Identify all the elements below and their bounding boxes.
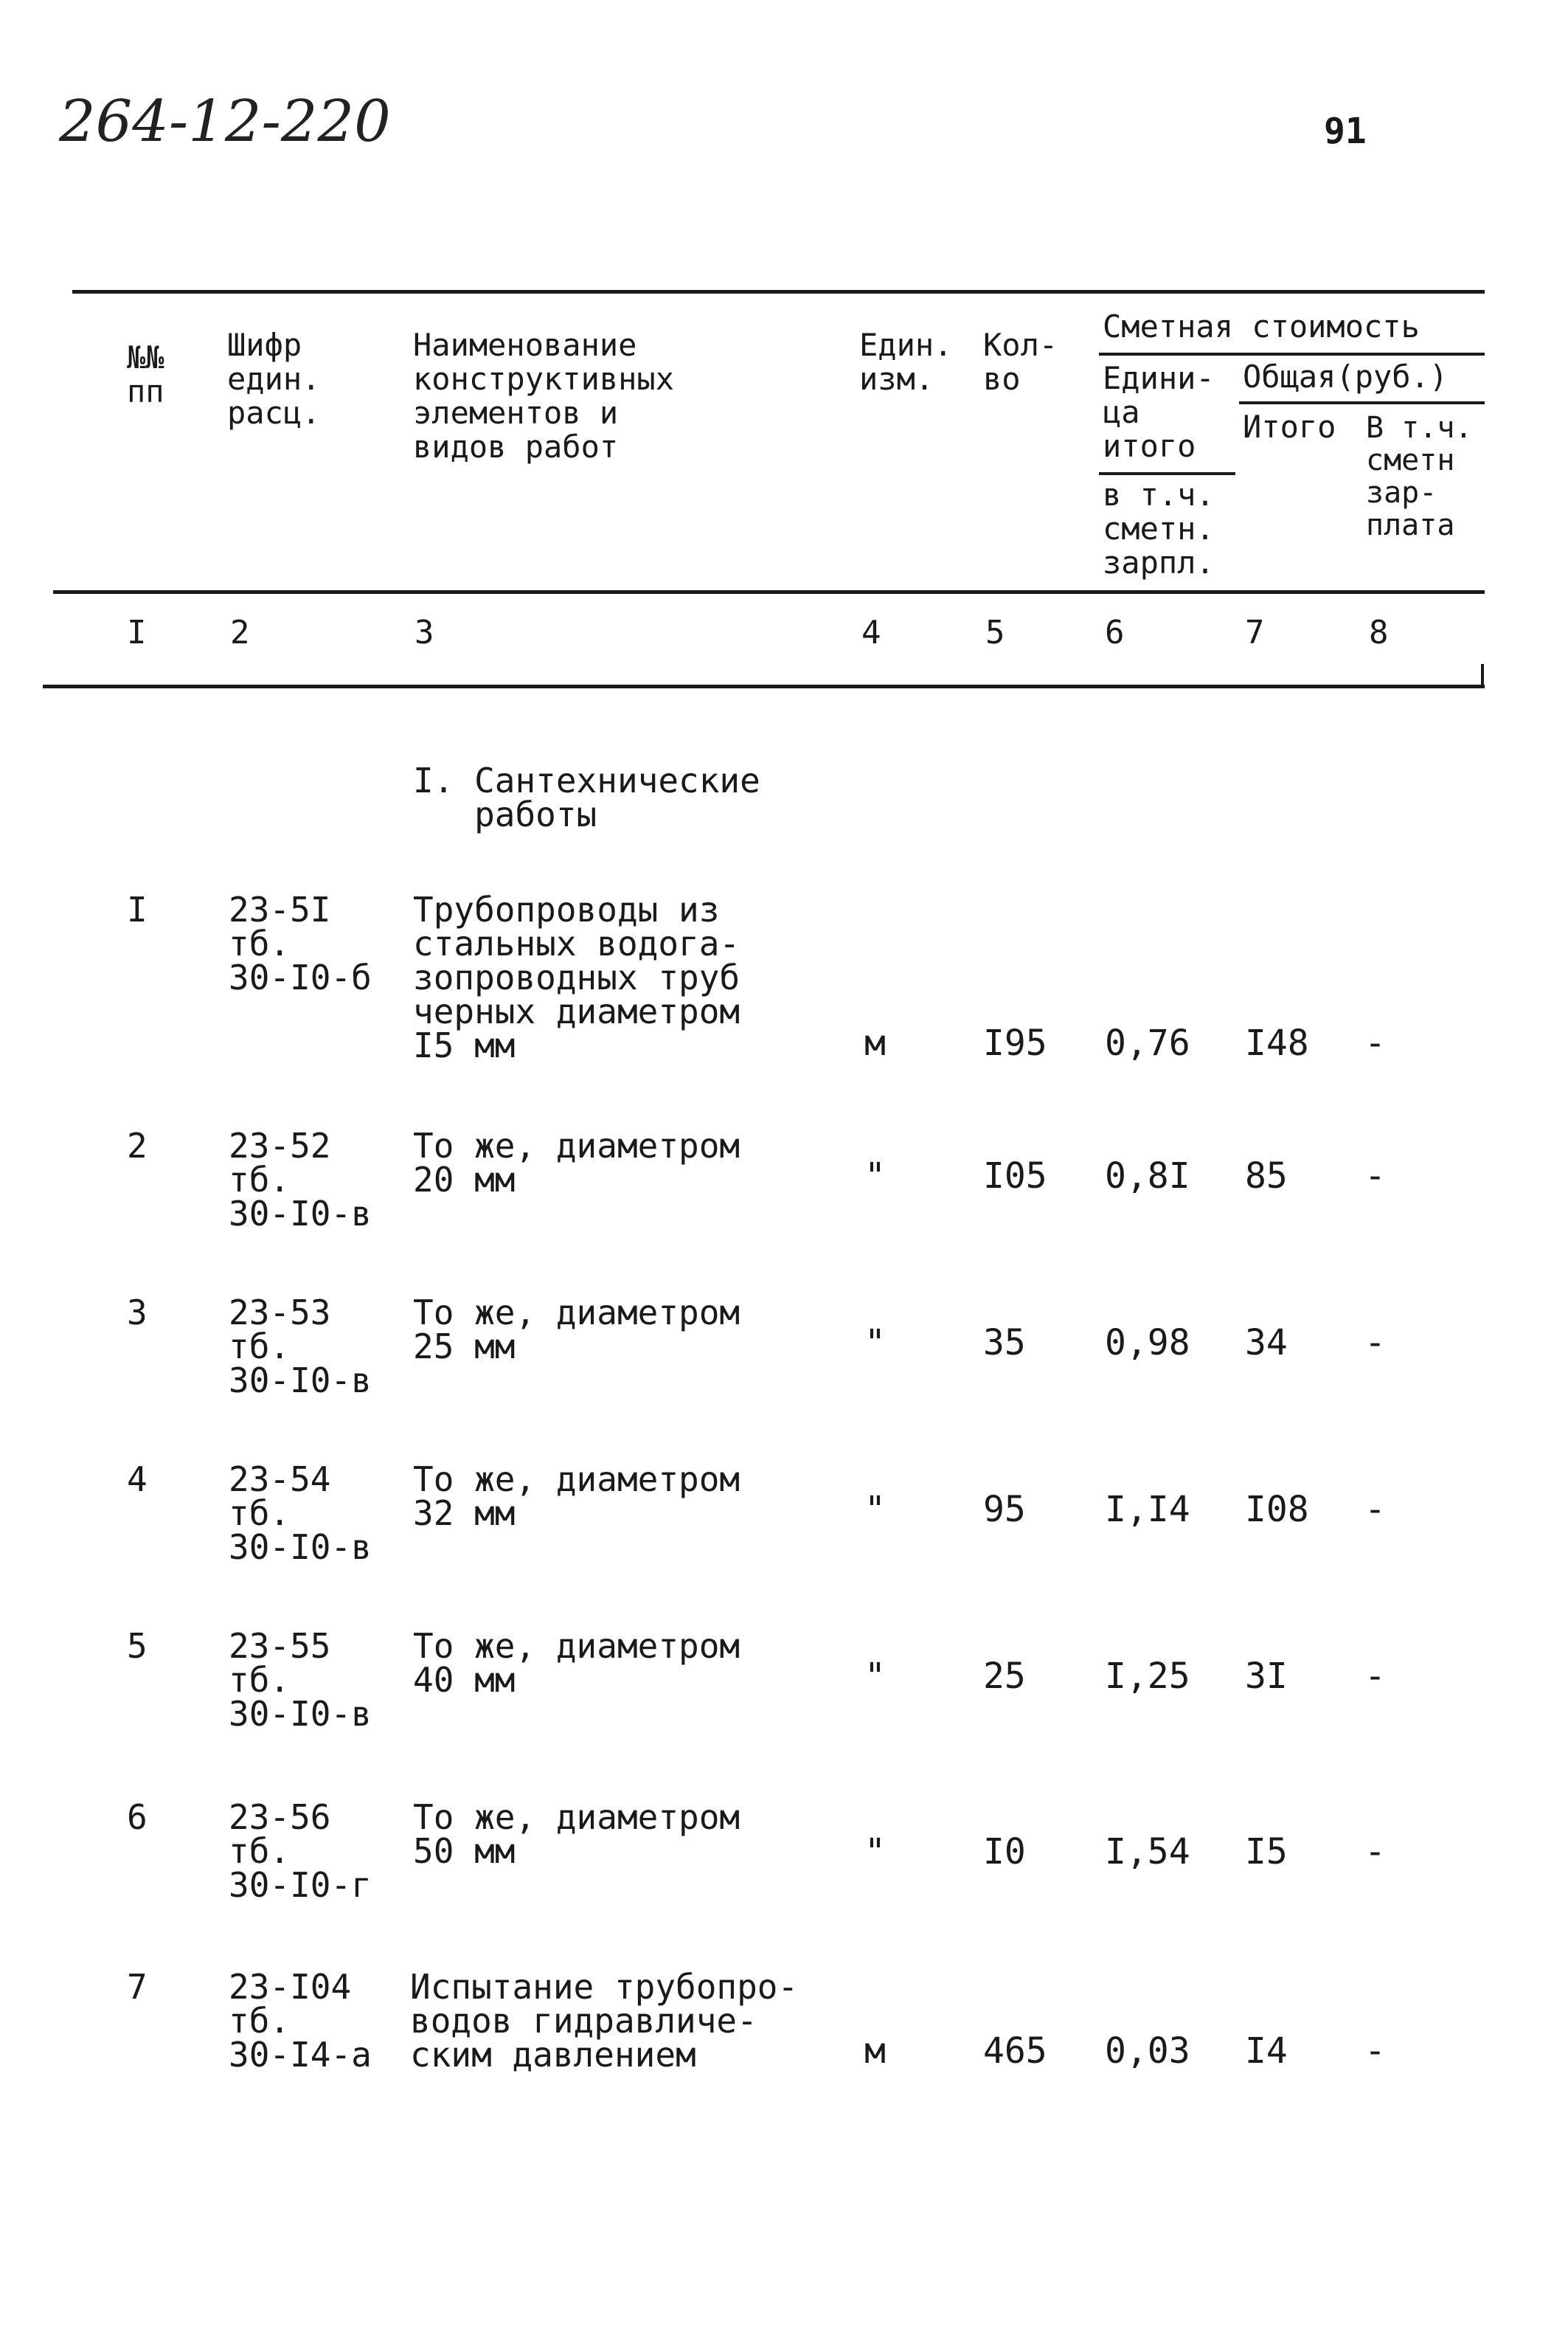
header-work-name: Наименование конструктивных элементов и видов работ bbox=[413, 327, 675, 465]
column-number-5: 5 bbox=[985, 614, 1005, 651]
work-name: То же, диаметром 40 мм bbox=[413, 1626, 740, 1700]
header-rate-code: Шифр един. расц. bbox=[227, 327, 321, 431]
total-cost: I4 bbox=[1245, 2030, 1288, 2072]
rate-code: 23-I04 тб. 30-I4-а bbox=[229, 1967, 372, 2075]
quantity: I05 bbox=[983, 1155, 1047, 1197]
total-group-rule bbox=[1239, 401, 1485, 404]
column-number-6: 6 bbox=[1105, 614, 1125, 651]
quantity: I0 bbox=[983, 1831, 1026, 1872]
header-total-wage: В т.ч. сметн зар- плата bbox=[1366, 411, 1473, 542]
column-number-7: 7 bbox=[1245, 614, 1265, 651]
rate-code: 23-5I тб. 30-I0-б bbox=[229, 890, 372, 997]
unit: " bbox=[864, 1831, 886, 1872]
work-name: Испытание трубопро- водов гидравличе- ским давлением bbox=[410, 1967, 799, 2075]
wage-share: - bbox=[1364, 2030, 1386, 2072]
unit: м bbox=[864, 2030, 886, 2072]
header-total-group: Общая(руб.) bbox=[1243, 359, 1449, 395]
unit: м bbox=[864, 1023, 886, 1064]
wage-share: - bbox=[1364, 1322, 1386, 1363]
wage-share: - bbox=[1364, 1023, 1386, 1064]
total-cost: 3I bbox=[1245, 1656, 1288, 1697]
header-top-rule bbox=[72, 290, 1485, 294]
total-cost: 85 bbox=[1245, 1155, 1288, 1197]
total-cost: I08 bbox=[1245, 1489, 1309, 1530]
unit: " bbox=[864, 1656, 886, 1697]
cost-group-rule bbox=[1099, 353, 1485, 356]
header-unit-cost: Едини- ца итого bbox=[1103, 360, 1215, 464]
work-name: То же, диаметром 50 мм bbox=[413, 1797, 740, 1871]
unit: " bbox=[864, 1322, 886, 1363]
quantity: 465 bbox=[983, 2030, 1047, 2072]
rate-code: 23-53 тб. 30-I0-в bbox=[229, 1293, 372, 1400]
unit: " bbox=[864, 1155, 886, 1197]
total-cost: 34 bbox=[1245, 1322, 1288, 1363]
row-number: I bbox=[127, 890, 148, 930]
row-number: 4 bbox=[127, 1459, 148, 1499]
unit-cost: 0,8I bbox=[1105, 1155, 1190, 1197]
row-number: 7 bbox=[127, 1967, 148, 2007]
header-bottom-rule bbox=[53, 590, 1485, 594]
rate-code: 23-54 тб. 30-I0-в bbox=[229, 1459, 372, 1567]
column-numbers-rule bbox=[43, 685, 1485, 688]
unit-cost: 0,98 bbox=[1105, 1322, 1190, 1363]
column-number-8: 8 bbox=[1369, 614, 1389, 651]
page-number: 91 bbox=[1324, 111, 1367, 152]
wage-share: - bbox=[1364, 1155, 1386, 1197]
unit-cost: 0,76 bbox=[1105, 1023, 1190, 1064]
rate-code: 23-52 тб. 30-I0-в bbox=[229, 1126, 372, 1234]
row-number: 2 bbox=[127, 1126, 148, 1166]
header-total-itogo: Итого bbox=[1243, 409, 1336, 445]
column-number-4: 4 bbox=[861, 614, 881, 651]
unit-group-rule bbox=[1099, 472, 1235, 475]
work-name: То же, диаметром 20 мм bbox=[413, 1126, 740, 1200]
rate-code: 23-55 тб. 30-I0-в bbox=[229, 1626, 372, 1734]
unit-cost: 0,03 bbox=[1105, 2030, 1190, 2072]
quantity: 35 bbox=[983, 1322, 1026, 1363]
column-number-1: I bbox=[127, 614, 147, 651]
section-title: I. Сантехнические работы bbox=[413, 761, 760, 834]
unit-cost: I,54 bbox=[1105, 1831, 1190, 1872]
wage-share: - bbox=[1364, 1489, 1386, 1530]
quantity: 95 bbox=[983, 1489, 1026, 1530]
unit: " bbox=[864, 1489, 886, 1530]
row-number: 6 bbox=[127, 1797, 148, 1837]
header-row-number: №№ пп bbox=[127, 339, 164, 409]
quantity: 25 bbox=[983, 1656, 1026, 1697]
work-name: То же, диаметром 25 мм bbox=[413, 1293, 740, 1366]
header-quantity: Кол- во bbox=[983, 327, 1058, 397]
column-numbers-rule-tick bbox=[1481, 664, 1484, 688]
unit-cost: I,25 bbox=[1105, 1656, 1190, 1697]
column-number-2: 2 bbox=[230, 614, 250, 651]
row-number: 5 bbox=[127, 1626, 148, 1666]
work-name: Трубопроводы из стальных водога- зопроводных труб черных диаметром I5 мм bbox=[413, 890, 740, 1065]
total-cost: I48 bbox=[1245, 1023, 1309, 1064]
row-number: 3 bbox=[127, 1293, 148, 1332]
rate-code: 23-56 тб. 30-I0-г bbox=[229, 1797, 372, 1905]
header-unit: Един. изм. bbox=[859, 327, 953, 397]
header-cost-group: Сметная стоимость bbox=[1103, 308, 1420, 345]
document-code: 264-12-220 bbox=[59, 89, 391, 155]
work-name: То же, диаметром 32 мм bbox=[413, 1459, 740, 1533]
total-cost: I5 bbox=[1245, 1831, 1288, 1872]
wage-share: - bbox=[1364, 1831, 1386, 1872]
unit-cost: I,I4 bbox=[1105, 1489, 1190, 1530]
wage-share: - bbox=[1364, 1656, 1386, 1697]
quantity: I95 bbox=[983, 1023, 1047, 1064]
header-unit-wage: в т.ч. сметн. зарпл. bbox=[1103, 477, 1215, 581]
column-number-3: 3 bbox=[414, 614, 434, 651]
